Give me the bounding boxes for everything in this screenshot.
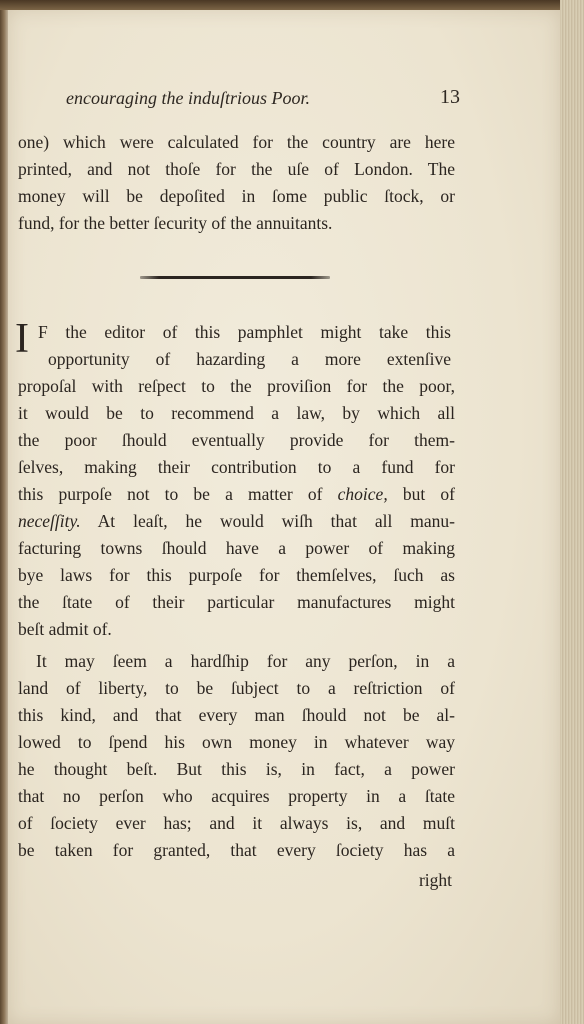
text-line: propoſal with reſpect to the proviſion for the poor, xyxy=(18,376,455,396)
emphasis-text: choice, xyxy=(337,484,388,504)
text-line: be taken for granted, that every ſociety has a xyxy=(18,840,455,860)
text-line: one) which were calculated for the country are here xyxy=(18,132,455,152)
page-edges-right xyxy=(560,0,584,1024)
page-number: 13 xyxy=(440,86,460,108)
text-line: facturing towns ſhould have a power of making xyxy=(18,538,455,558)
text-line: lowed to ſpend his own money in whatever way xyxy=(18,732,455,752)
section-divider-rule xyxy=(140,276,330,279)
text-line: fund, for the better ſecurity of the annuitants. xyxy=(18,213,333,233)
text-line: bye laws for this purpoſe for themſelves, ſuch as xyxy=(18,565,455,585)
text-line: that no perſon who acquires property in a ſtate xyxy=(18,786,455,806)
book-top-edge xyxy=(0,0,584,10)
text-line: ſelves, making their contribution to a fund for xyxy=(18,457,455,477)
text-line: the poor ſhould eventually provide for them- xyxy=(18,430,455,450)
text-line: F the editor of this pamphlet might take this xyxy=(38,322,451,342)
emphasis-text: neceſſity. xyxy=(18,511,81,531)
text-line: he thought beſt. But this is, in fact, a power xyxy=(18,759,455,779)
text-line: It may ſeem a hardſhip for any perſon, in a xyxy=(36,651,455,671)
text-line: of ſociety ever has; and it always is, and muſt xyxy=(18,813,455,833)
text-line: opportunity of hazarding a more extenſive xyxy=(48,349,451,369)
text-line: printed, and not thoſe for the uſe of London. The xyxy=(18,159,455,179)
text-line xyxy=(18,511,455,532)
running-head-title: encouraging the induſtrious Poor. xyxy=(66,88,310,108)
text-line: beſt admit of. xyxy=(18,619,112,639)
text-run: this purpoſe not to be a matter of xyxy=(18,484,338,504)
text-line: land of liberty, to be ſubject to a reſtriction of xyxy=(18,678,455,698)
running-head xyxy=(66,88,460,114)
text-run: At leaſt, he would wiſh that all manu- xyxy=(80,511,455,531)
text-line: it would be to recommend a law, by which all xyxy=(18,403,455,423)
drop-cap: I xyxy=(15,316,29,362)
text-line: money will be depoſited in ſome public ſtock, or xyxy=(18,186,455,206)
text-line: the ſtate of their particular manufactures might xyxy=(18,592,455,612)
text-line xyxy=(18,484,455,505)
catchword: right xyxy=(418,870,452,890)
text-line: this kind, and that every man ſhould not be al- xyxy=(18,705,455,725)
text-run: but of xyxy=(387,484,455,504)
